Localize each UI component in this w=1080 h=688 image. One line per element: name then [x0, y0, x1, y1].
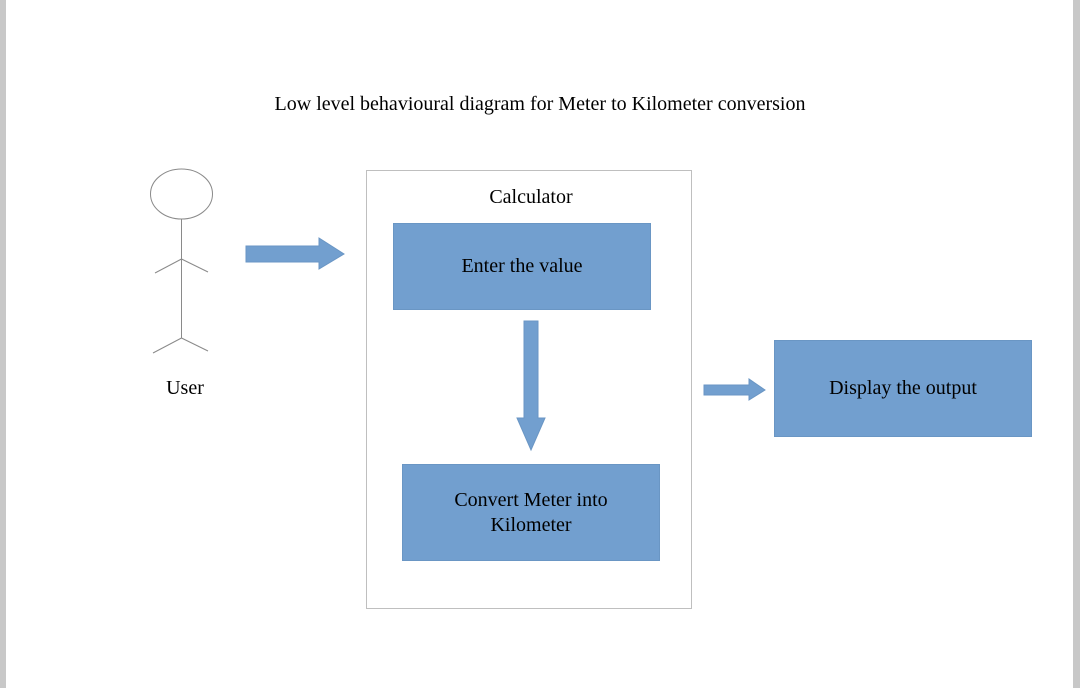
- actor-leg-left: [153, 338, 182, 353]
- actor-arm-left: [155, 259, 182, 273]
- diagram-title: Low level behavioural diagram for Meter to Kilometer conversion: [274, 93, 806, 115]
- enter-to-convert-arrow: [516, 320, 548, 452]
- user-actor-label: User: [166, 377, 204, 399]
- calculator-title: Calculator: [489, 186, 573, 208]
- user-actor-icon: [140, 160, 230, 360]
- user-to-calculator-arrow: [246, 238, 346, 270]
- display-output-step: Display the output: [774, 340, 1032, 437]
- enter-value-step: Enter the value: [393, 223, 651, 310]
- convert-meter-step: Convert Meter into Kilometer: [402, 464, 660, 561]
- actor-leg-right: [182, 338, 209, 351]
- actor-head: [151, 169, 213, 219]
- calculator-to-output-arrow: [704, 378, 768, 402]
- actor-arm-right: [182, 259, 209, 272]
